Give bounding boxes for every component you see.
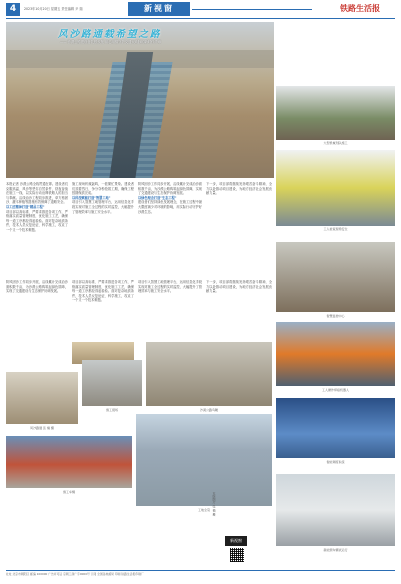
header-divider [192,9,312,10]
hero-subtitle: —— 沙漠公路建设者扎根戈壁 用心用情守护交通大动脉的新时代华章 [60,40,162,44]
article-column-2 [72,182,134,278]
photo-site-work [82,360,142,406]
footer-info: 社址 北京市朝阳区 邮编 100000 广告许可证 京朝工商广字0000号 订阅 全国各地邮局 印刷 铁路生活报印刷厂 [6,572,144,576]
article-column-1 [6,182,68,278]
section-heading: 以绿色理念打造"生态工程" [138,195,177,200]
side-photo-workers [276,150,395,226]
side-caption: 智能调度系统 [326,460,345,464]
article-column-2b [72,280,134,340]
column-text: 防风固沙工作同步开展，沿线累计完成治沙面积数千亩，为沙漠公路构筑起绿色屏障，实现了交通建设与生态保护协调发展。 [138,182,202,196]
photo-caption: 施工现场 [105,408,118,412]
side-caption: 智慧监控中心 [326,314,345,318]
photo-highway-traffic [146,342,272,406]
column-text: 项目部以高标准、严要求推进各项工作，严格落实质量管理制度，优化施工工艺，确保每一道工序都经得起检验。面对复杂地质条件，技术人员反复论证、科学施工，攻克了一个又一个技术难题。 [72,280,134,303]
column-text: 防风固沙工作同步开展，沿线累计完成治沙面积数千亩，为沙漠公路构筑起绿色屏障，实现了交通建设与生态保护协调发展。 [6,280,68,294]
column-text: 下一步，项目部将继续发扬艰苦奋斗精神，全力以赴推动项目建设，为地方经济社会发展贡献力量。 [206,182,272,196]
column-text: 建设者们坚持绿色发展理念，在施工过程中最大限度减少对环境的影响，用实际行动守护好沙漠生态。 [138,200,202,214]
side-caption: 新能源车辆试运行 [323,548,348,552]
side-photo-screen [276,398,395,458]
footer-rule [6,570,395,571]
column-text: 项目引入智慧工地管理平台，运用信息化手段实现对施工全过程的实时监控，大幅提升了管理效率与施工安全水平。 [138,280,202,294]
article-column-3b [138,280,202,340]
qr-code [230,548,244,562]
section-heading: 以工匠精神打造"精品工程" [6,204,45,209]
section-heading: 以科技赋能打造"智慧工地" [72,195,111,200]
photo-aerial-construction [6,372,78,424]
top-rule [6,18,395,19]
photo-caption: 施工车辆 [62,490,75,494]
issue-meta: 2023年10月20日 星期五 责任编辑 尹 瑞 [24,7,83,11]
side-caption: 大型机械列队施工 [323,141,348,145]
side-photo-robot [276,322,395,386]
article-column-3 [138,182,202,278]
page-number: 4 [6,3,20,16]
photo-caption: 沙漠公路鸟瞰 [199,408,218,412]
newspaper-brand: 铁路生活报 [340,3,380,13]
column-text: 本报记者 沙漠公路全线贯通在即。建设者们克服高温、风沙等恶劣自然条件，昼夜奋战在施工一线，以实际行动诠释铁路人的担当与奉献。沿线治沙工程同步推进，草方格固沙、灌木种植等措施有效保障了道路安全。 [6,182,68,205]
column-text: 项目引入智慧工地管理平台，运用信息化手段实现对施工全过程的实时监控，大幅提升了管理效率与施工安全水平。 [72,200,134,214]
article-column-4b [206,280,272,340]
section-title: 新视窗 [128,2,190,16]
article-column-4 [206,182,272,278]
column-text: 项目部以高标准、严要求推进各项工作，严格落实质量管理制度，优化施工工艺，确保每一道工序都经得起检验。面对复杂地质条件，技术人员反复论证、科学施工，攻克了一个又一个技术难题。 [6,209,68,232]
photo-byline: 本版图片 张 楠 摄 [212,492,216,516]
side-photo-monitor-room [276,242,395,312]
side-photo-machinery [276,86,395,140]
column-text: 施工现场机械轰鸣，一派繁忙景象。建设者们顶着烈日，争分夺秒抢抓工期，确保工程按期保质完成。 [72,182,134,196]
column-text: 下一步，项目部将继续发扬艰苦奋斗精神，全力以赴推动项目建设，为地方经济社会发展贡献力量。 [206,280,272,294]
photo-solar-farm [136,414,272,506]
hero-title: 风沙路通载希望之路 [58,29,162,40]
side-photo-vehicles [276,474,395,546]
section-logo: 新视窗 [225,536,247,546]
photo-caption: 工地全景 [197,508,210,512]
side-caption: 工人操作焊接机器人 [321,388,349,392]
photo-caption: 风沙路通 张 楠 摄 [30,426,54,430]
hero-photo [6,22,274,178]
article-column-1b [6,280,68,370]
side-caption: 工人检查现场安全 [323,227,348,231]
photo-red-crane [6,436,132,488]
